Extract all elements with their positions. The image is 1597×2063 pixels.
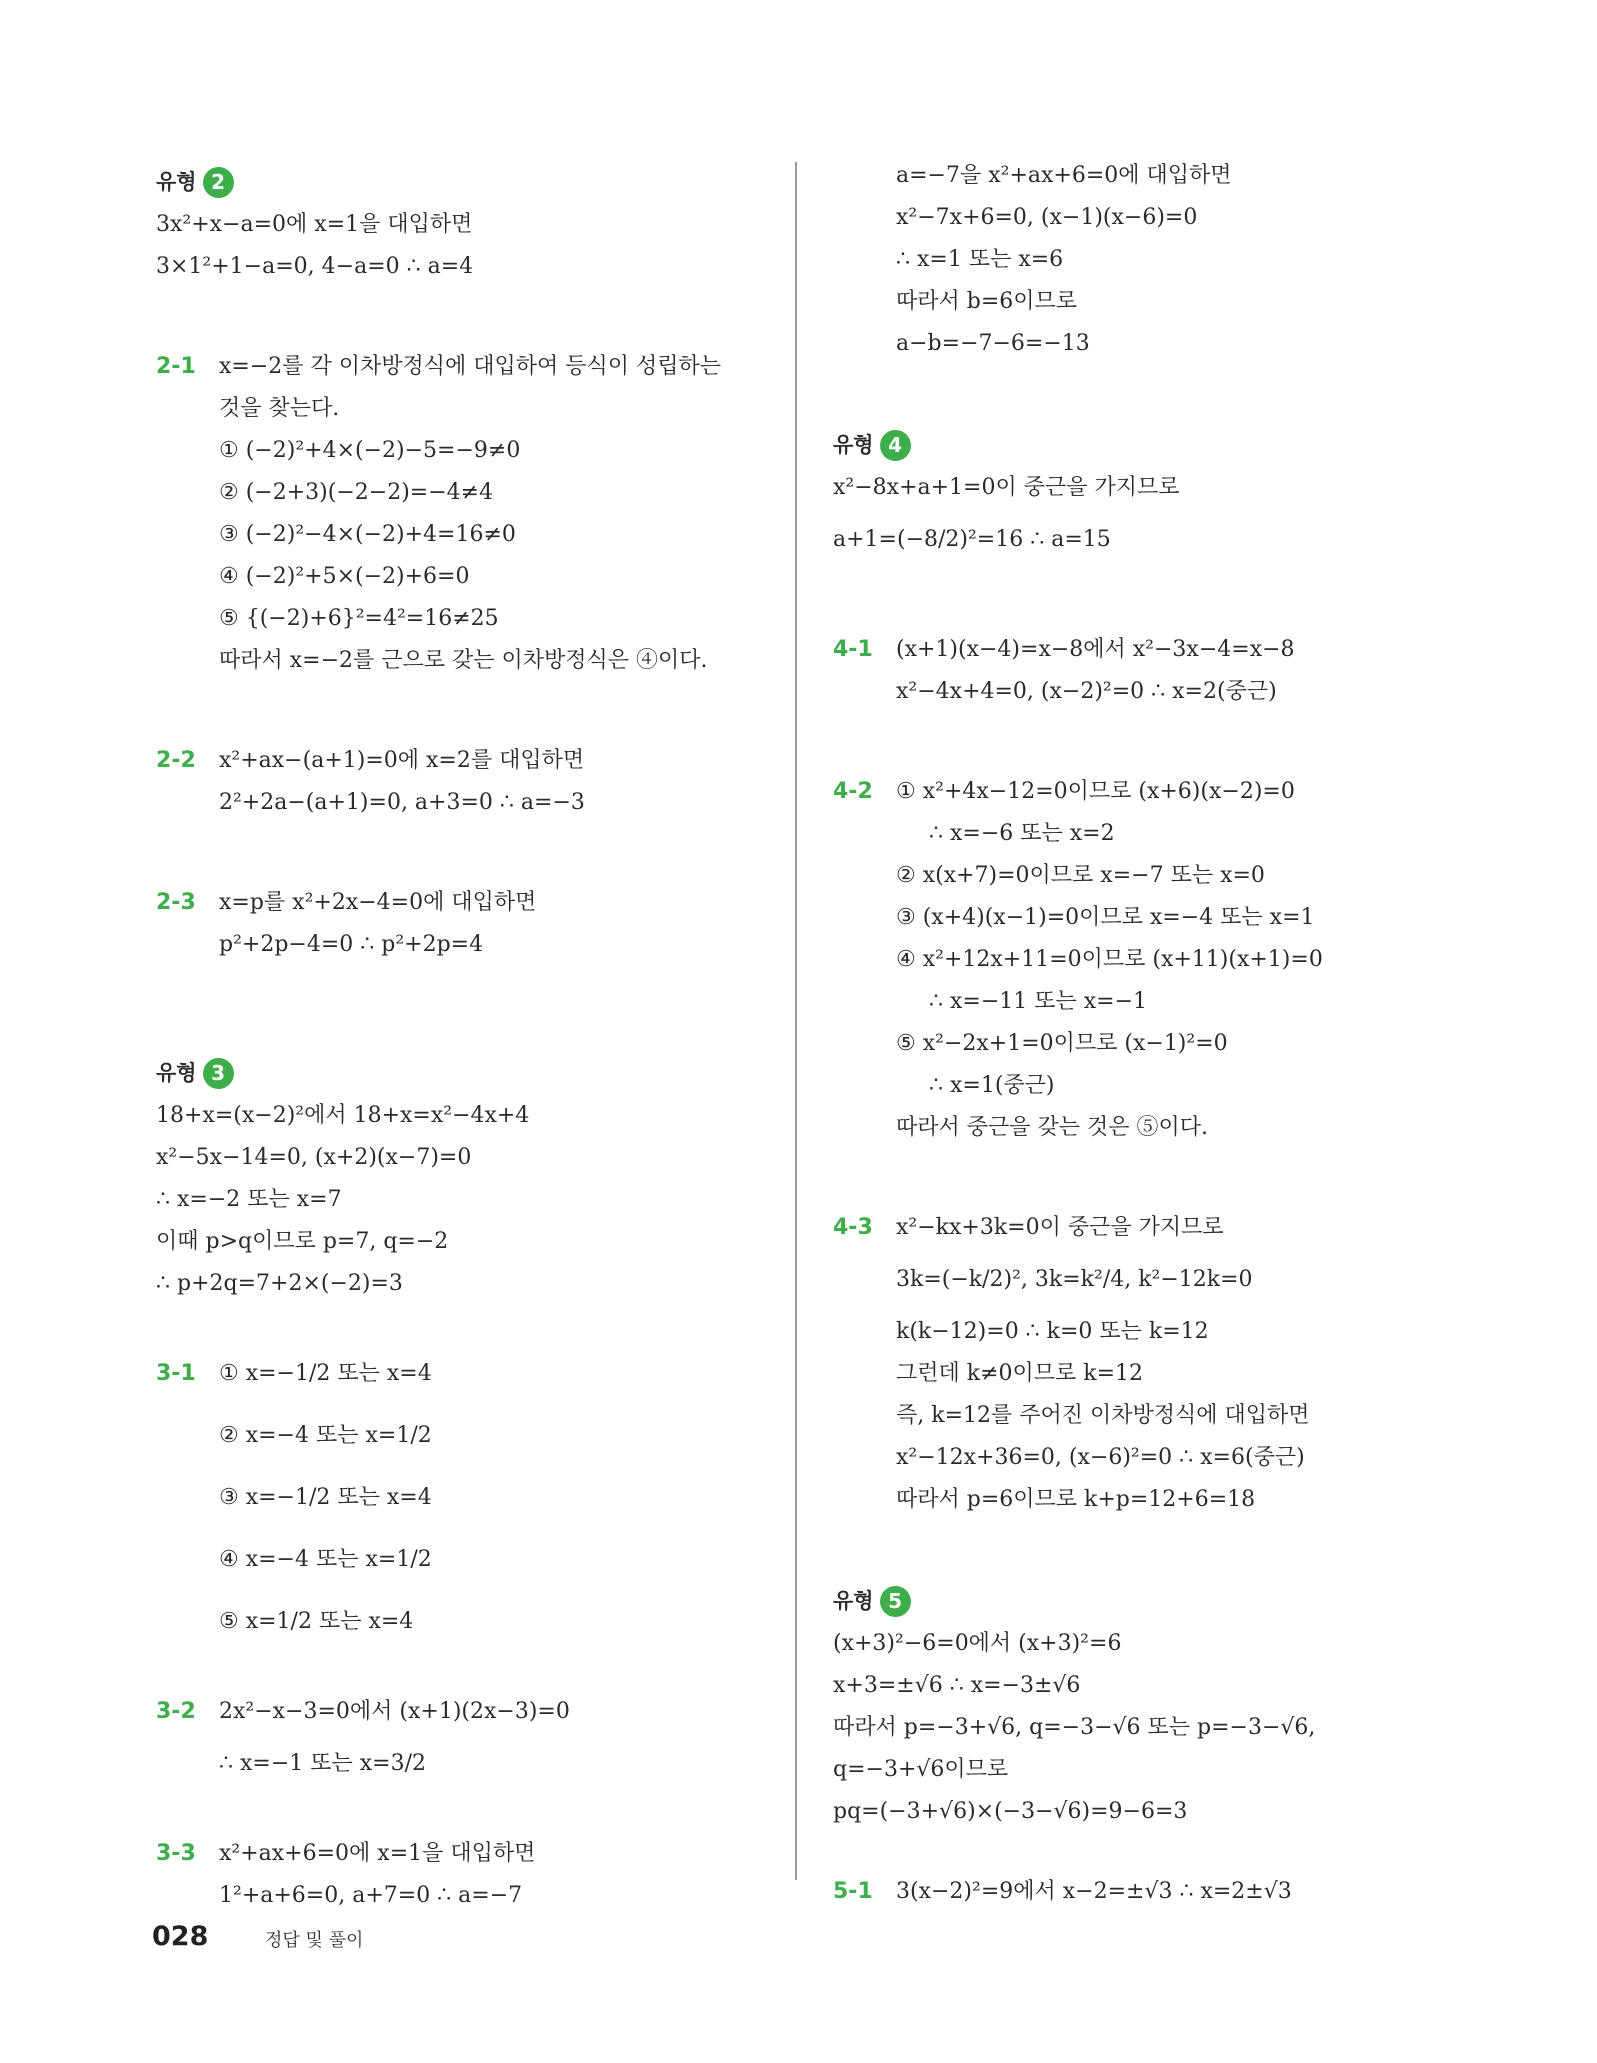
problem-number: 2-3 bbox=[156, 890, 196, 915]
solution-line: ∴ p+2q=7+2×(−2)=3 bbox=[156, 1271, 403, 1296]
solution-line: k(k−12)=0 ∴ k=0 또는 k=12 bbox=[896, 1319, 1209, 1344]
solution-line: ② (−2+3)(−2−2)=−4≠4 bbox=[219, 480, 494, 505]
solution-line: a−b=−7−6=−13 bbox=[896, 331, 1090, 356]
solution-line: x²−12x+36=0, (x−6)²=0 ∴ x=6(중근) bbox=[896, 1445, 1305, 1470]
solution-line: 그런데 k≠0이므로 k=12 bbox=[896, 1361, 1144, 1386]
column-divider bbox=[795, 162, 797, 1880]
solution-line: ∴ x=1 또는 x=6 bbox=[896, 247, 1064, 272]
solution-line: (x+1)(x−4)=x−8에서 x²−3x−4=x−8 bbox=[896, 637, 1295, 662]
problem-number: 2-2 bbox=[156, 748, 196, 773]
solution-line: ③ (−2)²−4×(−2)+4=16≠0 bbox=[219, 522, 516, 547]
solution-line: p²+2p−4=0 ∴ p²+2p=4 bbox=[219, 932, 484, 957]
problem-number: 3-3 bbox=[156, 1841, 196, 1866]
solution-line: ④ (−2)²+5×(−2)+6=0 bbox=[219, 564, 470, 589]
solution-line: x+3=±√6 ∴ x=−3±√6 bbox=[833, 1673, 1081, 1698]
solution-line: x=p를 x²+2x−4=0에 대입하면 bbox=[219, 890, 537, 915]
solution-line: 즉, k=12를 주어진 이차방정식에 대입하면 bbox=[896, 1403, 1310, 1428]
solution-line: 따라서 p=−3+√6, q=−3−√6 또는 p=−3−√6, bbox=[833, 1715, 1316, 1740]
solution-line: ③ (x+4)(x−1)=0이므로 x=−4 또는 x=1 bbox=[896, 905, 1315, 930]
problem-number: 3-1 bbox=[156, 1361, 196, 1386]
type-badge: 5 bbox=[880, 1586, 911, 1617]
problem-4-2 bbox=[833, 771, 1453, 813]
solution-line: 18+x=(x−2)²에서 18+x=x²−4x+4 bbox=[156, 1103, 530, 1128]
problem-number: 4-3 bbox=[833, 1215, 873, 1240]
solution-line: ③ x=−1/2 또는 x=4 bbox=[219, 1485, 432, 1510]
problem-number: 4-2 bbox=[833, 779, 873, 804]
solution-line: ④ x²+12x+11=0이므로 (x+11)(x+1)=0 bbox=[896, 947, 1323, 972]
solution-line: 따라서 x=−2를 근으로 갖는 이차방정식은 ④이다. bbox=[219, 648, 708, 673]
solution-line: x²+ax+6=0에 x=1을 대입하면 bbox=[219, 1841, 536, 1866]
solution-line: 1²+a+6=0, a+7=0 ∴ a=−7 bbox=[219, 1883, 523, 1908]
solution-line: 따라서 b=6이므로 bbox=[896, 289, 1078, 314]
type-badge: 3 bbox=[203, 1058, 234, 1089]
solution-line: 2x²−x−3=0에서 (x+1)(2x−3)=0 bbox=[219, 1699, 570, 1724]
solution-line: 따라서 p=6이므로 k+p=12+6=18 bbox=[896, 1487, 1256, 1512]
left-column bbox=[156, 160, 776, 1917]
problem-5-1 bbox=[833, 1871, 1453, 1913]
solution-line: 것을 찾는다. bbox=[219, 396, 340, 421]
type-badge: 2 bbox=[203, 167, 234, 198]
type-4-heading bbox=[833, 423, 1453, 467]
solution-line: x²−7x+6=0, (x−1)(x−6)=0 bbox=[896, 205, 1198, 230]
solution-line: 3×1²+1−a=0, 4−a=0 ∴ a=4 bbox=[156, 254, 474, 279]
solution-line: ② x=−4 또는 x=1/2 bbox=[219, 1423, 432, 1448]
solution-line: ⑤ x=1/2 또는 x=4 bbox=[219, 1609, 414, 1634]
solution-line: x²−5x−14=0, (x+2)(x−7)=0 bbox=[156, 1145, 472, 1170]
solution-line: ④ x=−4 또는 x=1/2 bbox=[219, 1547, 432, 1572]
type-label: 유형 bbox=[156, 1061, 197, 1085]
problem-2-3 bbox=[156, 882, 776, 924]
solution-line: pq=(−3+√6)×(−3−√6)=9−6=3 bbox=[833, 1799, 1188, 1824]
problem-2-2 bbox=[156, 740, 776, 782]
type-5-heading bbox=[833, 1579, 1453, 1623]
solution-line: 3k=(−k/2)², 3k=k²/4, k²−12k=0 bbox=[896, 1267, 1253, 1292]
solution-line: (x+3)²−6=0에서 (x+3)²=6 bbox=[833, 1631, 1122, 1656]
problem-number: 2-1 bbox=[156, 354, 196, 379]
problem-number: 4-1 bbox=[833, 637, 873, 662]
type-label: 유형 bbox=[833, 1589, 874, 1613]
solution-line: 따라서 중근을 갖는 것은 ⑤이다. bbox=[896, 1115, 1208, 1140]
solution-line: x²−8x+a+1=0이 중근을 가지므로 bbox=[833, 475, 1180, 500]
right-column bbox=[833, 155, 1453, 1913]
solution-line: x²+ax−(a+1)=0에 x=2를 대입하면 bbox=[219, 748, 585, 773]
solution-line: ∴ x=−2 또는 x=7 bbox=[156, 1187, 342, 1212]
solution-line: ① x=−1/2 또는 x=4 bbox=[219, 1361, 432, 1386]
solution-line: ∴ x=1(중근) bbox=[929, 1073, 1055, 1098]
solution-line: ∴ x=−1 또는 x=3/2 bbox=[219, 1751, 426, 1776]
solution-line: 3x²+x−a=0에 x=1을 대입하면 bbox=[156, 212, 473, 237]
solution-line: ② x(x+7)=0이므로 x=−7 또는 x=0 bbox=[896, 863, 1265, 888]
problem-2-1 bbox=[156, 346, 776, 388]
problem-3-3 bbox=[156, 1833, 776, 1875]
problem-4-3 bbox=[833, 1207, 1453, 1249]
solution-line: q=−3+√6이므로 bbox=[833, 1757, 1009, 1782]
type-2-heading bbox=[156, 160, 776, 204]
solution-line: ∴ x=−11 또는 x=−1 bbox=[929, 989, 1148, 1014]
type-3-heading bbox=[156, 1051, 776, 1095]
solution-line: x=−2를 각 이차방정식에 대입하여 등식이 성립하는 bbox=[219, 354, 722, 379]
solution-line: a+1=(−8/2)²=16 ∴ a=15 bbox=[833, 527, 1111, 552]
type-label: 유형 bbox=[156, 170, 197, 194]
solution-line: 2²+2a−(a+1)=0, a+3=0 ∴ a=−3 bbox=[219, 790, 585, 815]
type-badge: 4 bbox=[880, 430, 911, 461]
problem-4-1 bbox=[833, 629, 1453, 671]
problem-3-1 bbox=[156, 1343, 776, 1405]
solution-line: ⑤ x²−2x+1=0이므로 (x−1)²=0 bbox=[896, 1031, 1228, 1056]
solution-line: ① x²+4x−12=0이므로 (x+6)(x−2)=0 bbox=[896, 779, 1295, 804]
problem-number: 5-1 bbox=[833, 1879, 873, 1904]
solution-line: 3(x−2)²=9에서 x−2=±√3 ∴ x=2±√3 bbox=[896, 1879, 1292, 1904]
type-label: 유형 bbox=[833, 433, 874, 457]
solution-line: ⑤ {(−2)+6}²=4²=16≠25 bbox=[219, 606, 499, 631]
solution-line: 이때 p>q이므로 p=7, q=−2 bbox=[156, 1229, 449, 1254]
problem-3-2 bbox=[156, 1691, 776, 1733]
solution-line: a=−7을 x²+ax+6=0에 대입하면 bbox=[896, 163, 1232, 188]
problem-number: 3-2 bbox=[156, 1699, 196, 1724]
page-number: 028 bbox=[152, 1921, 209, 1952]
solution-line: x²−kx+3k=0이 중근을 가지므로 bbox=[896, 1215, 1224, 1240]
solution-line: ∴ x=−6 또는 x=2 bbox=[929, 821, 1115, 846]
solution-line: ① (−2)²+4×(−2)−5=−9≠0 bbox=[219, 438, 521, 463]
solution-line: x²−4x+4=0, (x−2)²=0 ∴ x=2(중근) bbox=[896, 679, 1277, 704]
footer-label: 정답 및 풀이 bbox=[265, 1930, 364, 1951]
